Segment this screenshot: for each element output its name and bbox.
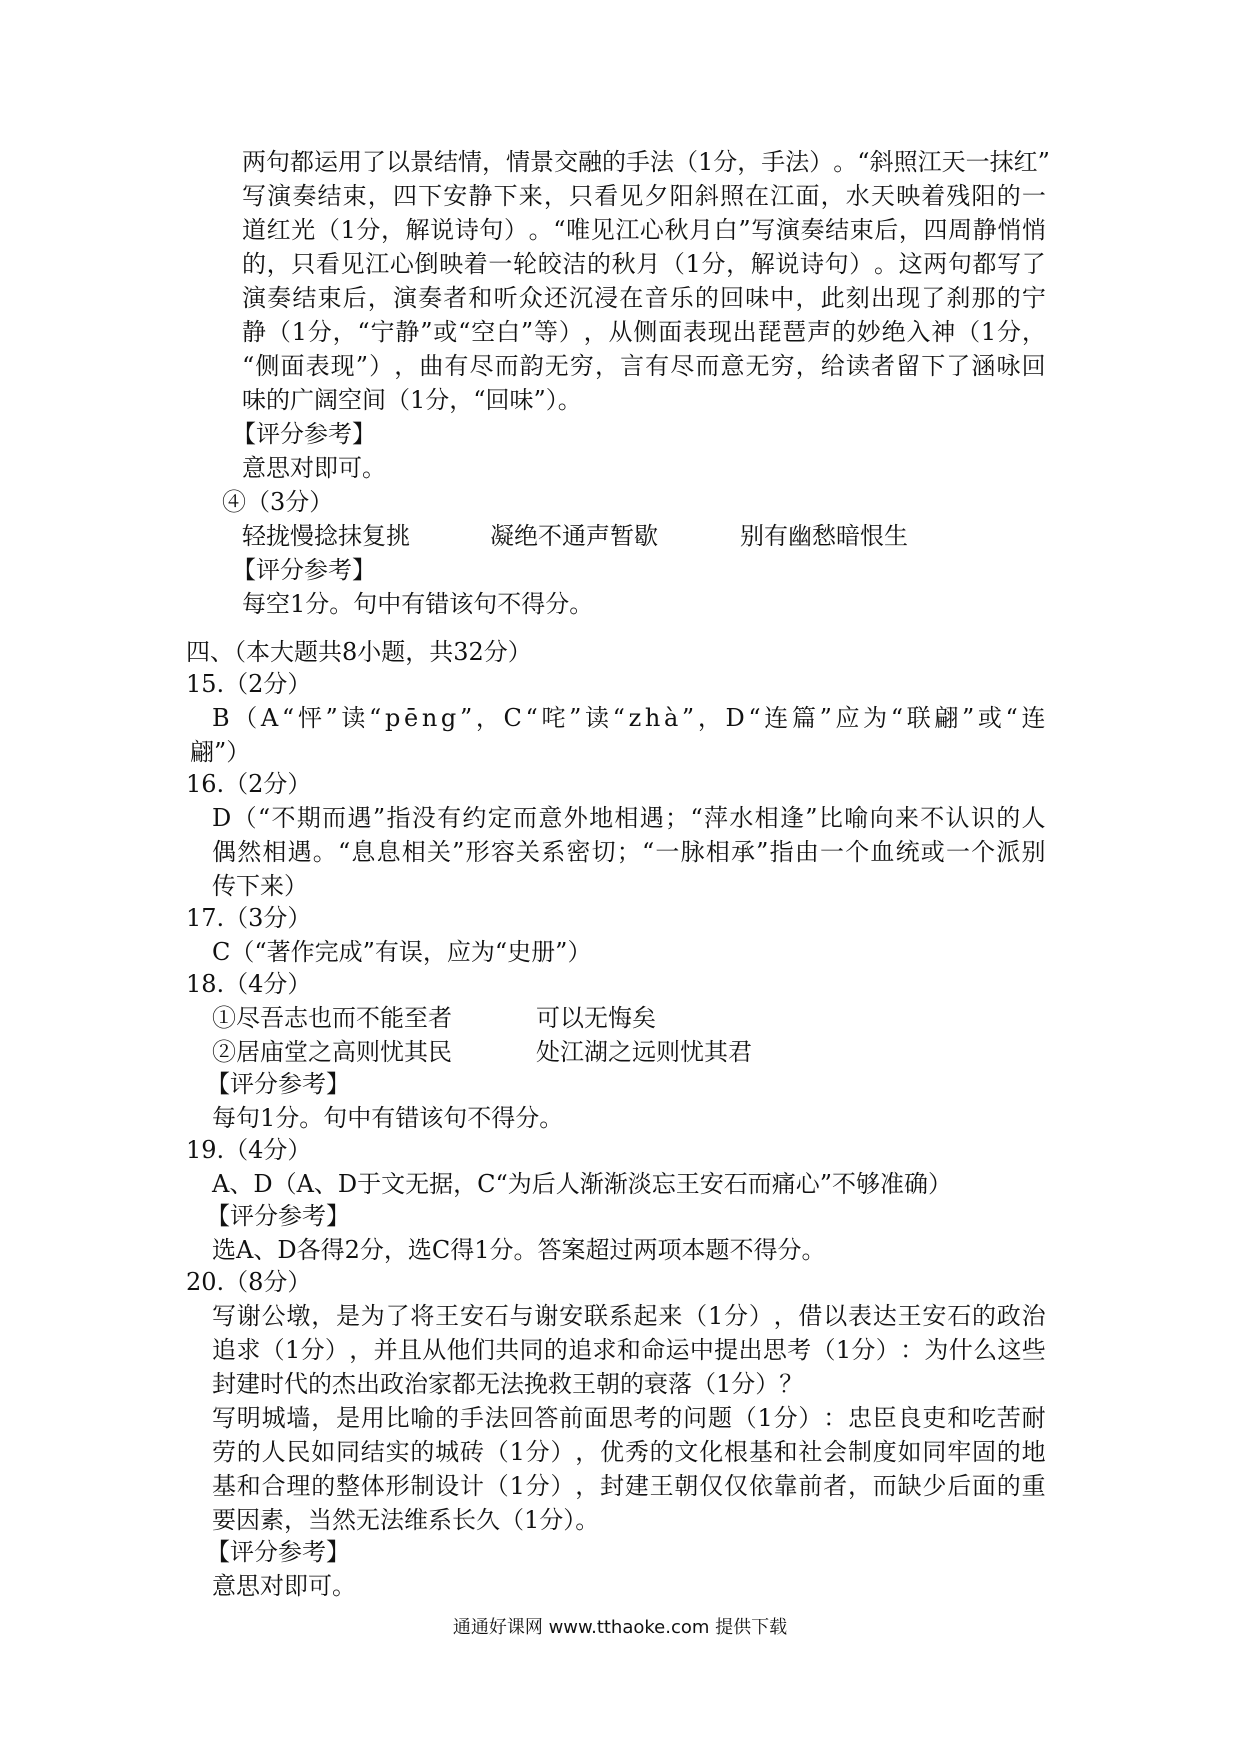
q20-answer-line-5: 劳 的 人 民 如 同 结 实 的 城 砖 （ 1 分 ） ， 优 秀 的 文 化 根 基 和 社 会 制 度 如 同 牢 固 的 地 xyxy=(212,1438,1046,1466)
q18-scoring-text: 每句1分。句中有错该句不得分。 xyxy=(212,1104,564,1132)
q14-4-scoring-label: 【评分参考】 xyxy=(232,556,376,584)
q14-4-answer-2: 凝绝不通声暂歇 xyxy=(490,522,658,550)
q18-row2-left: ②居庙堂之高则忧其民 xyxy=(212,1038,452,1066)
q16-header: 16.（2分） xyxy=(186,770,312,798)
q14-analysis-line-6: 静 （ 1 分 ， “ 宁 静 ” 或 “ 空 白 ” 等 ） ， 从 侧 面 表 现 出 琵 琶 声 的 妙 绝 入 神 （ 1 分 ， xyxy=(242,318,1046,346)
q14-analysis-line-3: 道 红 光 （ 1 分 ， 解 说 诗 句 ） 。 “ 唯 见 江 心 秋 月 白 ” 写 演 奏 结 束 后 ， 四 周 静 悄 悄 xyxy=(242,216,1046,244)
section-4-title: 四、（本大题共8小题，共32分） xyxy=(186,638,532,666)
q20-answer-line-3: 封建时代的杰出政治家都无法挽救王朝的衰落（1分）？ xyxy=(212,1370,804,1398)
q14-4-scoring-text: 每空1分。句中有错该句不得分。 xyxy=(242,590,594,618)
q20-header: 20.（8分） xyxy=(186,1268,312,1296)
q19-answer: A、D（A、D于文无据，C“为后人渐渐淡忘王安石而痛心”不够准确） xyxy=(212,1170,953,1198)
q16-answer-line-3: 传下来） xyxy=(212,872,308,900)
q20-answer-line-4: 写 明 城 墙 ， 是 用 比 喻 的 手 法 回 答 前 面 思 考 的 问 题 （ 1 分 ） ： 忠 臣 良 吏 和 吃 苦 耐 xyxy=(212,1404,1046,1432)
q16-answer-line-1: D （ “ 不 期 而 遇 ” 指 没 有 约 定 而 意 外 地 相 遇 ； “ 萍 水 相 逢 ” 比 喻 向 来 不 认 识 的 人 xyxy=(212,804,1046,832)
q14-analysis-line-1: 两 句 都 运 用 了 以 景 结 情 ， 情 景 交 融 的 手 法 （ 1 分 ， 手 法 ） 。 “ 斜 照 江 天 一 抹 红 ” xyxy=(242,148,1050,176)
q17-answer: C（“著作完成”有误，应为“史册”） xyxy=(212,938,592,966)
q16-answer-line-2: 偶 然 相 遇 。 “ 息 息 相 关 ” 形 容 关 系 密 切 ； “ 一 脉 相 承 ” 指 由 一 个 血 统 或 一 个 派 别 xyxy=(212,838,1046,866)
q14-analysis-line-4: 的 ， 只 看 见 江 心 倒 映 着 一 轮 皎 洁 的 秋 月 （ 1 分 ， 解 说 诗 句 ） 。 这 两 句 都 写 了 xyxy=(242,250,1046,278)
q19-scoring-label: 【评分参考】 xyxy=(206,1202,350,1230)
q14-analysis-line-2: 写 演 奏 结 束 ， 四 下 安 静 下 来 ， 只 看 见 夕 阳 斜 照 在 江 面 ， 水 天 映 着 残 阳 的 一 xyxy=(242,182,1046,210)
q20-answer-line-7: 要因素，当然无法维系长久（1分）。 xyxy=(212,1506,600,1534)
q15-header: 15.（2分） xyxy=(186,670,312,698)
q15-answer-line-1: B （ A “ 怦 ” 读 “ p ē n g ” ， C “ 咤 ” 读 “ z h à ” ， D “ 连 篇 ” 应 为 “ 联 翩 ” 或 “ 连 xyxy=(212,704,1046,732)
q20-answer-line-1: 写 谢 公 墩 ， 是 为 了 将 王 安 石 与 谢 安 联 系 起 来 （ 1 分 ） ， 借 以 表 达 王 安 石 的 政 治 xyxy=(212,1302,1046,1330)
q18-row1-right: 可以无悔矣 xyxy=(536,1004,656,1032)
q18-scoring-label: 【评分参考】 xyxy=(206,1070,350,1098)
q14-analysis-line-7: “ 侧 面 表 现 ” ） ， 曲 有 尽 而 韵 无 穷 ， 言 有 尽 而 意 无 穷 ， 给 读 者 留 下 了 涵 咏 回 xyxy=(242,352,1046,380)
q14-analysis-line-5: 演 奏 结 束 后 ， 演 奏 者 和 听 众 还 沉 浸 在 音 乐 的 回 味 中 ， 此 刻 出 现 了 刹 那 的 宁 xyxy=(242,284,1046,312)
q14-4-answer-1: 轻拢慢捻抹复挑 xyxy=(242,522,410,550)
q18-row2-right: 处江湖之远则忧其君 xyxy=(536,1038,752,1066)
page-footer: 通通好课网 www.tthaoke.com 提供下载 xyxy=(452,1617,788,1638)
q14-4-answer-3: 别有幽愁暗恨生 xyxy=(740,522,908,550)
q18-row1-left: ①尽吾志也而不能至者 xyxy=(212,1004,452,1032)
q15-answer-line-2: 翩”） xyxy=(190,738,251,766)
q14-scoring-label: 【评分参考】 xyxy=(232,420,376,448)
q19-scoring-text: 选A、D各得2分，选C得1分。答案超过两项本题不得分。 xyxy=(212,1236,826,1264)
q20-answer-line-6: 基 和 合 理 的 整 体 形 制 设 计 （ 1 分 ） ， 封 建 王 朝 仅 仅 依 靠 前 者 ， 而 缺 少 后 面 的 重 xyxy=(212,1472,1046,1500)
q17-header: 17.（3分） xyxy=(186,904,312,932)
q14-analysis-line-8: 味的广阔空间（1分，“回味”）。 xyxy=(242,386,582,414)
q20-scoring-text: 意思对即可。 xyxy=(212,1572,356,1600)
q20-answer-line-2: 追 求 （ 1 分 ） ， 并 且 从 他 们 共 同 的 追 求 和 命 运 中 提 出 思 考 （ 1 分 ） ： 为 什 么 这 些 xyxy=(212,1336,1046,1364)
q19-header: 19.（4分） xyxy=(186,1136,312,1164)
q14-scoring-text: 意思对即可。 xyxy=(242,454,386,482)
q14-4-header: ④（3分） xyxy=(222,488,334,516)
q20-scoring-label: 【评分参考】 xyxy=(206,1538,350,1566)
q18-header: 18.（4分） xyxy=(186,970,312,998)
